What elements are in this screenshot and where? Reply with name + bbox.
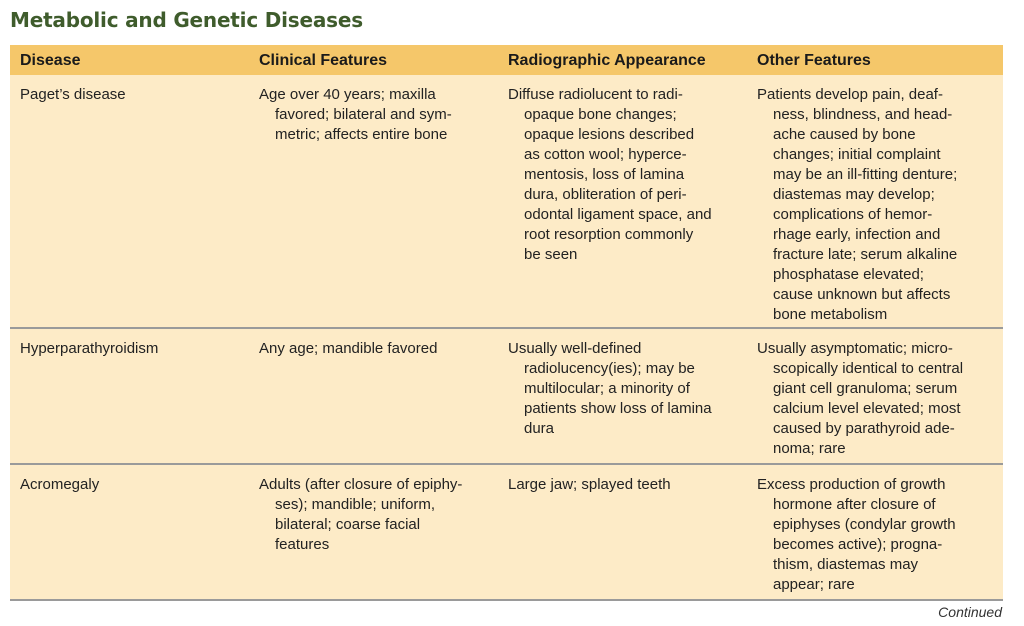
- cell-text-line: bone metabolism: [773, 306, 888, 323]
- cell-text-line: dura: [524, 420, 555, 437]
- cell-text-line: calcium level elevated; most: [773, 400, 961, 417]
- cell-text-line: ache caused by bone: [773, 126, 916, 143]
- clinical-features-cell: [259, 465, 508, 599]
- disease-cell: [10, 329, 259, 463]
- cell-text-line: appear; rare: [773, 576, 855, 593]
- cell-text-line: Any age; mandible favored: [259, 340, 438, 357]
- cell-text-line: Patients develop pain, deaf-: [757, 86, 943, 103]
- disease-cell: [10, 465, 259, 599]
- cell-text-line: features: [275, 536, 330, 553]
- cell-text-line: noma; rare: [773, 440, 846, 457]
- cell-text-line: multilocular; a minority of: [524, 380, 690, 397]
- continued-note: Continued: [938, 604, 1002, 620]
- other-features-cell: [757, 329, 1003, 463]
- disease-cell: [10, 75, 259, 327]
- cell-text-line: caused by parathyroid ade-: [773, 420, 955, 437]
- cell-text-line: epiphyses (condylar growth: [773, 516, 956, 533]
- header-disease: Disease: [20, 52, 81, 69]
- cell-text-line: Adults (after closure of epiphy-: [259, 476, 463, 493]
- cell-text-line: cause unknown but affects: [773, 286, 951, 303]
- cell-text-line: patients show loss of lamina: [524, 400, 712, 417]
- header-radiographic-appearance: Radiographic Appearance: [508, 52, 706, 69]
- cell-text-line: giant cell granuloma; serum: [773, 380, 958, 397]
- cell-text-line: ness, blindness, and head-: [773, 106, 953, 123]
- cell-text-line: Hyperparathyroidism: [20, 340, 159, 357]
- cell-text-line: Large jaw; splayed teeth: [508, 476, 671, 493]
- cell-text-line: opaque bone changes;: [524, 106, 677, 123]
- cell-text-line: bilateral; coarse facial: [275, 516, 421, 533]
- cell-text-line: Diffuse radiolucent to radi-: [508, 86, 683, 103]
- table-row: [10, 465, 1003, 601]
- cell-text-line: thism, diastemas may: [773, 556, 919, 573]
- cell-text-line: Excess production of growth: [757, 476, 946, 493]
- cell-text-line: odontal ligament space, and: [524, 206, 712, 223]
- clinical-features-cell: [259, 329, 508, 463]
- cell-text-line: Usually asymptomatic; micro-: [757, 340, 953, 357]
- cell-text-line: radiolucency(ies); may be: [524, 360, 695, 377]
- cell-text-line: be seen: [524, 246, 578, 263]
- table-row: [10, 329, 1003, 465]
- clinical-features-cell: [259, 75, 508, 327]
- cell-text-line: Paget’s disease: [20, 86, 126, 103]
- radiographic-appearance-cell: [508, 329, 757, 463]
- table-header-row: [10, 45, 1003, 75]
- cell-text-line: changes; initial complaint: [773, 146, 941, 163]
- page-title: Metabolic and Genetic Diseases: [10, 8, 363, 32]
- cell-text-line: may be an ill-fitting denture;: [773, 166, 958, 183]
- cell-text-line: as cotton wool; hyperce-: [524, 146, 687, 163]
- cell-text-line: fracture late; serum alkaline: [773, 246, 958, 263]
- header-other-features: Other Features: [757, 52, 871, 69]
- table-row: [10, 75, 1003, 329]
- cell-text-line: Usually well-defined: [508, 340, 642, 357]
- cell-text-line: becomes active); progna-: [773, 536, 943, 553]
- disease-table: [10, 45, 1003, 601]
- other-features-cell: [757, 465, 1003, 599]
- cell-text-line: opaque lesions described: [524, 126, 695, 143]
- cell-text-line: mentosis, loss of lamina: [524, 166, 685, 183]
- cell-text-line: Acromegaly: [20, 476, 100, 493]
- cell-text-line: Age over 40 years; maxilla: [259, 86, 436, 103]
- cell-text-line: complications of hemor-: [773, 206, 933, 223]
- cell-text-line: phosphatase elevated;: [773, 266, 924, 283]
- cell-text-line: ses); mandible; uniform,: [275, 496, 436, 513]
- cell-text-line: hormone after closure of: [773, 496, 936, 513]
- header-clinical-features: Clinical Features: [259, 52, 388, 69]
- cell-text-line: metric; affects entire bone: [275, 126, 448, 143]
- radiographic-appearance-cell: [508, 465, 757, 599]
- cell-text-line: rhage early, infection and: [773, 226, 941, 243]
- radiographic-appearance-cell: [508, 75, 757, 327]
- cell-text-line: root resorption commonly: [524, 226, 694, 243]
- cell-text-line: favored; bilateral and sym-: [275, 106, 452, 123]
- cell-text-line: diastemas may develop;: [773, 186, 935, 203]
- cell-text-line: dura, obliteration of peri-: [524, 186, 687, 203]
- other-features-cell: [757, 75, 1003, 327]
- cell-text-line: scopically identical to central: [773, 360, 964, 377]
